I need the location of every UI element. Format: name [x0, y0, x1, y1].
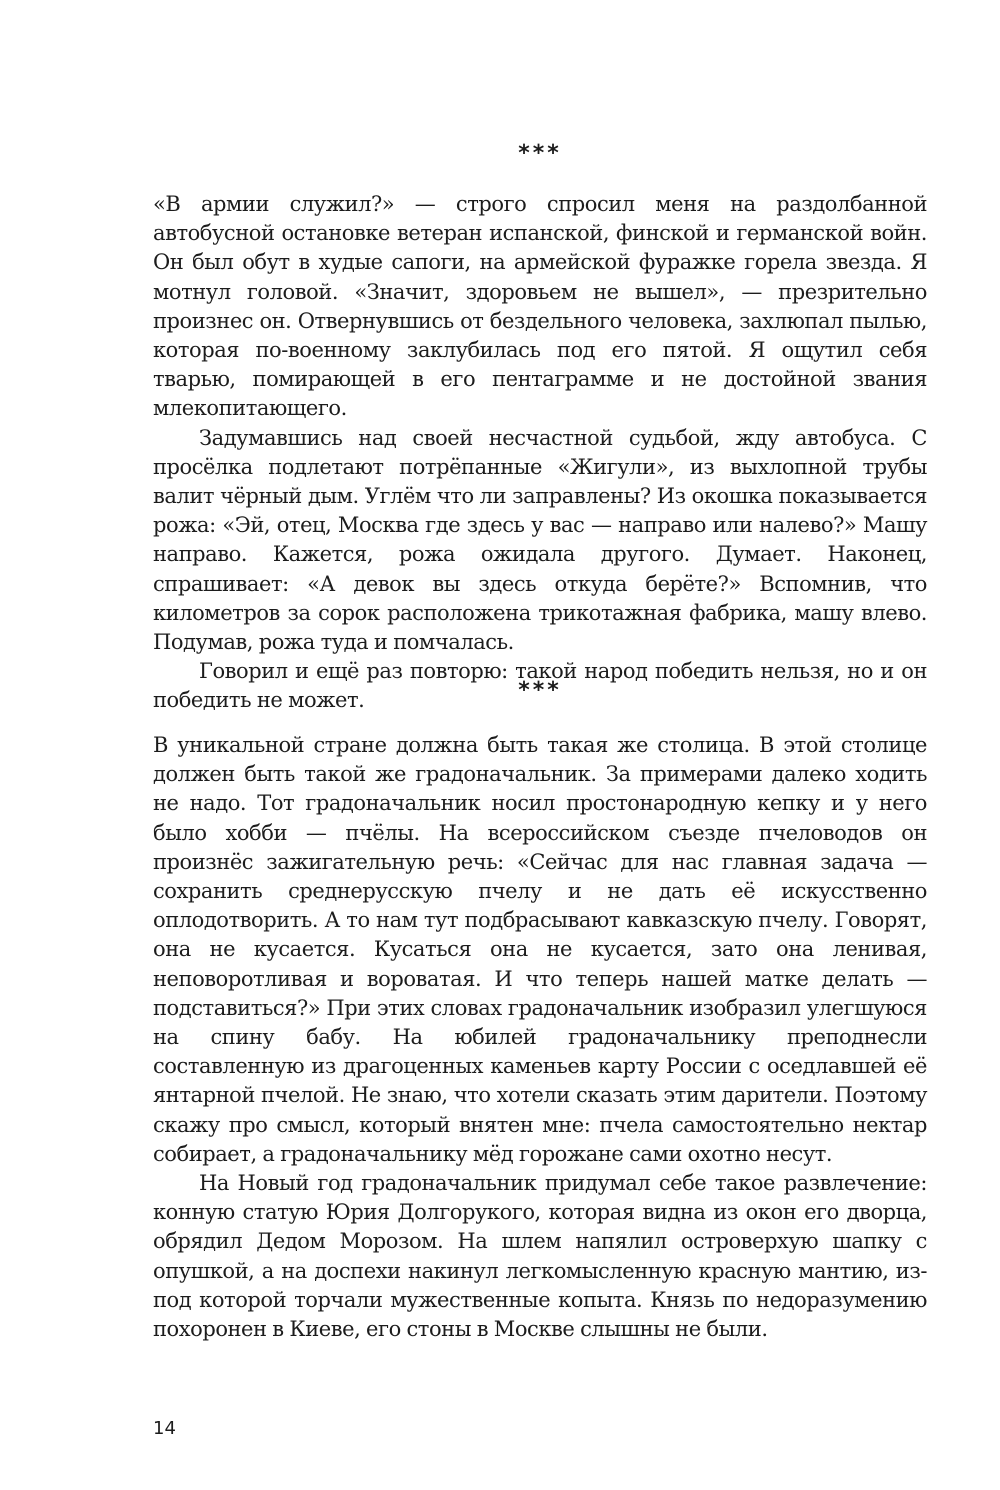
- paragraph: «В армии служил?» — строго спросил меня на раздолбанной автобусной остановке ветеран испанской, финской и германской войн. Он был обут в худые сапоги, на армейской фуражке горела звезда. Я мотнул головой. «Значит, здоровьем не вышел», — презрительно произнес он. Отвернувшись от бездельного человека, захлюпал пылью, которая по-военному заклубилась под его пятой. Я ощутил себя тварью, помирающей в его пентаграмме и не достойной звания млекопитающего.: [153, 192, 927, 421]
- section-1-text: [153, 190, 927, 716]
- section-separator: ***: [518, 141, 562, 166]
- paragraph: В уникальной стране должна быть такая же столица. В этой столице должен быть такой же градоначальник. За примерами далеко ходить не надо. Тот градоначальник носил простонародную кепку и у него было хобби — пчёлы. На всероссийском съезде пчеловодов он произнёс зажигательную речь: «Сейчас для нас главная задача — сохранить среднерусскую пчелу и не дать её искусственно оплодотворить. А то нам тут подбрасывают кавказскую пчелу. Говорят, она не кусается. Кусаться она не кусается, зато она ленивая, неповоротливая и вороватая. И что теперь нашей матке делать — подставиться?» При этих словах градоначальник изобразил улегшуюся на спину бабу. На юбилей градоначальнику преподнесли составленную из драгоценных каменьев карту России с оседлавшей её янтарной пчелой. Не знаю, что хотели сказать этим дарители. Поэтому скажу про смысл, который внятен мне: пчела самостоятельно нектар собирает, а градоначальнику мёд горожане сами охотно несут.: [153, 733, 927, 1166]
- page-number: 14: [153, 1418, 176, 1439]
- section-2-text: [153, 731, 927, 1344]
- paragraph: Задумавшись над своей несчастной судьбой, жду автобуса. С просёлка подлетают потрёпанные «Жигули», из выхлопной трубы валит чёрный дым. Углём что ли заправлены? Из окошка показывается рожа: «Эй, отец, Москва где здесь у вас — направо или налево?» Машу направо. Кажется, рожа ожидала другого. Думает. Наконец, спрашивает: «А девок вы здесь откуда берёте?» Вспомнив, что километров за сорок расположена трикотажная фабрика, машу влево. Подумав, рожа туда и помчалась.: [153, 425, 927, 655]
- section-separator: ***: [518, 678, 562, 703]
- paragraph: На Новый год градоначальник придумал себе такое развлечение: конную статую Юрия Долгорукого, которая видна из окон его дворца, обрядил Дедом Морозом. На шлем напялил островерхую шапку с опушкой, а на доспехи накинул легкомысленную красную мантию, из-под которой торчали мужественные копыта. Князь по недоразумению похоронен в Киеве, его стоны в Москве слышны не были.: [153, 1171, 927, 1342]
- paragraph: Говорил и ещё раз повторю: такой народ победить нельзя, но и он победить не может.: [153, 659, 927, 713]
